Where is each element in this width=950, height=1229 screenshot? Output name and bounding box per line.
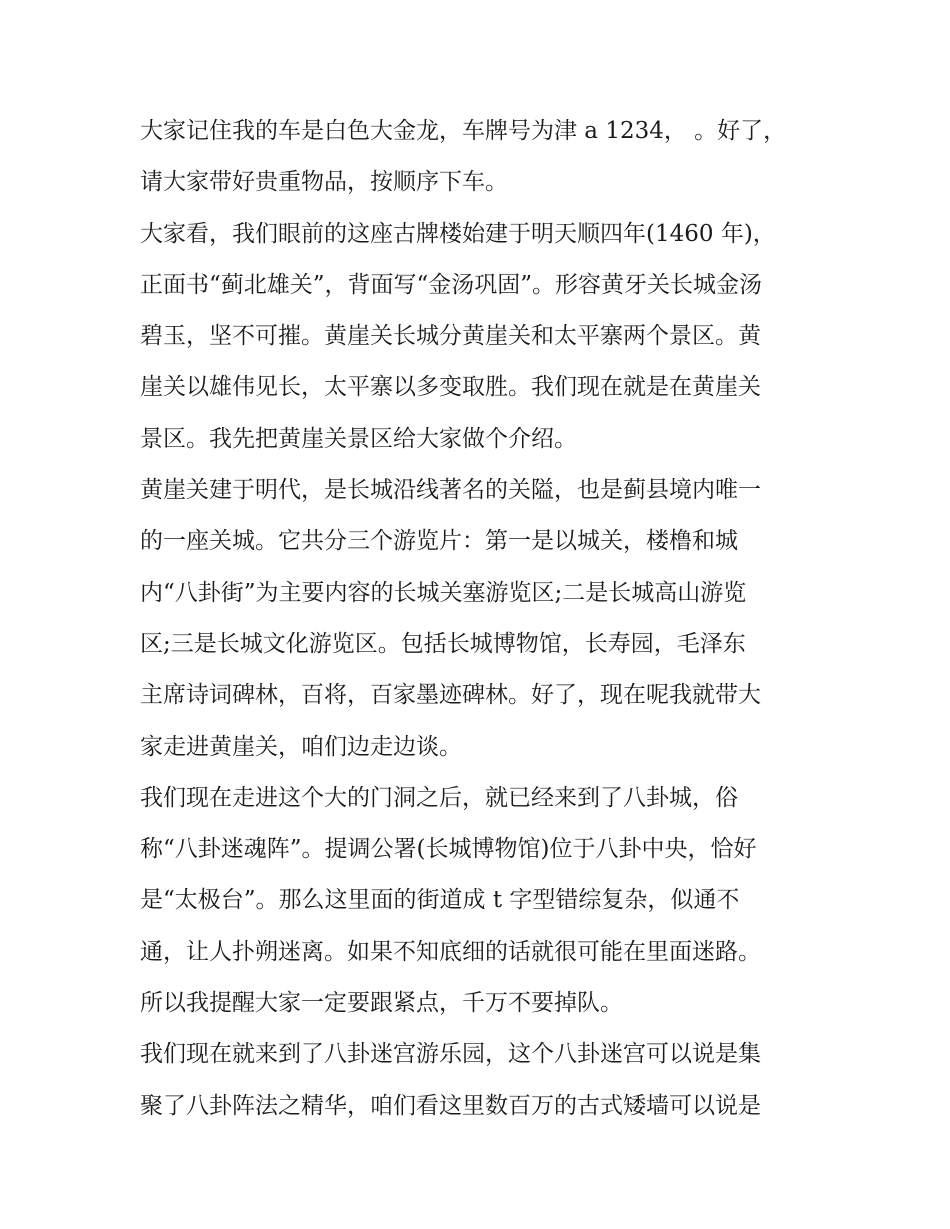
document-body xyxy=(140,106,840,1132)
text-line: 区;三是长城文化游览区。包括长城博物馆，长寿园，毛泽东 xyxy=(140,630,746,657)
text-line: 请大家带好贵重物品，按顺序下车。 xyxy=(140,169,508,196)
text-line: 所以我提醒大家一定要跟紧点，千万不要掉队。 xyxy=(140,990,623,1017)
text-line: 黄崖关建于明代，是长城沿线著名的关隘，也是蓟县境内唯一 xyxy=(140,477,761,504)
text-line: 称“八卦迷魂阵”。提调公署(长城博物馆)位于八卦中央，恰好 xyxy=(140,836,757,863)
text-line: 正面书“蓟北雄关”，背面写“金汤巩固”。形容黄牙关长城金汤 xyxy=(140,271,763,298)
text-line: 内“八卦街”为主要内容的长城关塞游览区;二是长城高山游览 xyxy=(140,579,747,606)
text-line: 景区。我先把黄崖关景区给大家做个介绍。 xyxy=(140,425,577,452)
text-line: 碧玉，坚不可摧。黄崖关长城分黄崖关和太平寨两个景区。黄 xyxy=(140,323,761,350)
text-line: 崖关以雄伟见长，太平寨以多变取胜。我们现在就是在黄崖关 xyxy=(140,374,761,401)
text-line: 聚了八卦阵法之精华，咱们看这里数百万的古式矮墙可以说是 xyxy=(140,1092,761,1119)
text-line: 大家看，我们眼前的这座古牌楼始建于明天顺四年(1460 年)， xyxy=(140,220,776,247)
text-line: 我们现在就来到了八卦迷宫游乐园，这个八卦迷宫可以说是集 xyxy=(140,1041,761,1068)
text-line: 主席诗词碑林，百将，百家墨迹碑林。好了，现在呢我就带大 xyxy=(140,682,761,709)
text-line: 通，让人扑朔迷离。如果不知底细的话就很可能在里面迷路。 xyxy=(140,938,761,965)
text-line: 我们现在走进这个大的门洞之后，就已经来到了八卦城，俗 xyxy=(140,784,738,811)
text-line: 的一座关城。它共分三个游览片：第一是以城关，楼橹和城 xyxy=(140,528,738,555)
text-line: 是“太极台”。那么这里面的街道成 t 字型错综复杂，似通不 xyxy=(140,887,740,914)
text-line: 大家记住我的车是白色大金龙，车牌号为津 a 1234， 。好了， xyxy=(140,118,787,144)
text-line: 家走进黄崖关，咱们边走边谈。 xyxy=(140,733,462,760)
